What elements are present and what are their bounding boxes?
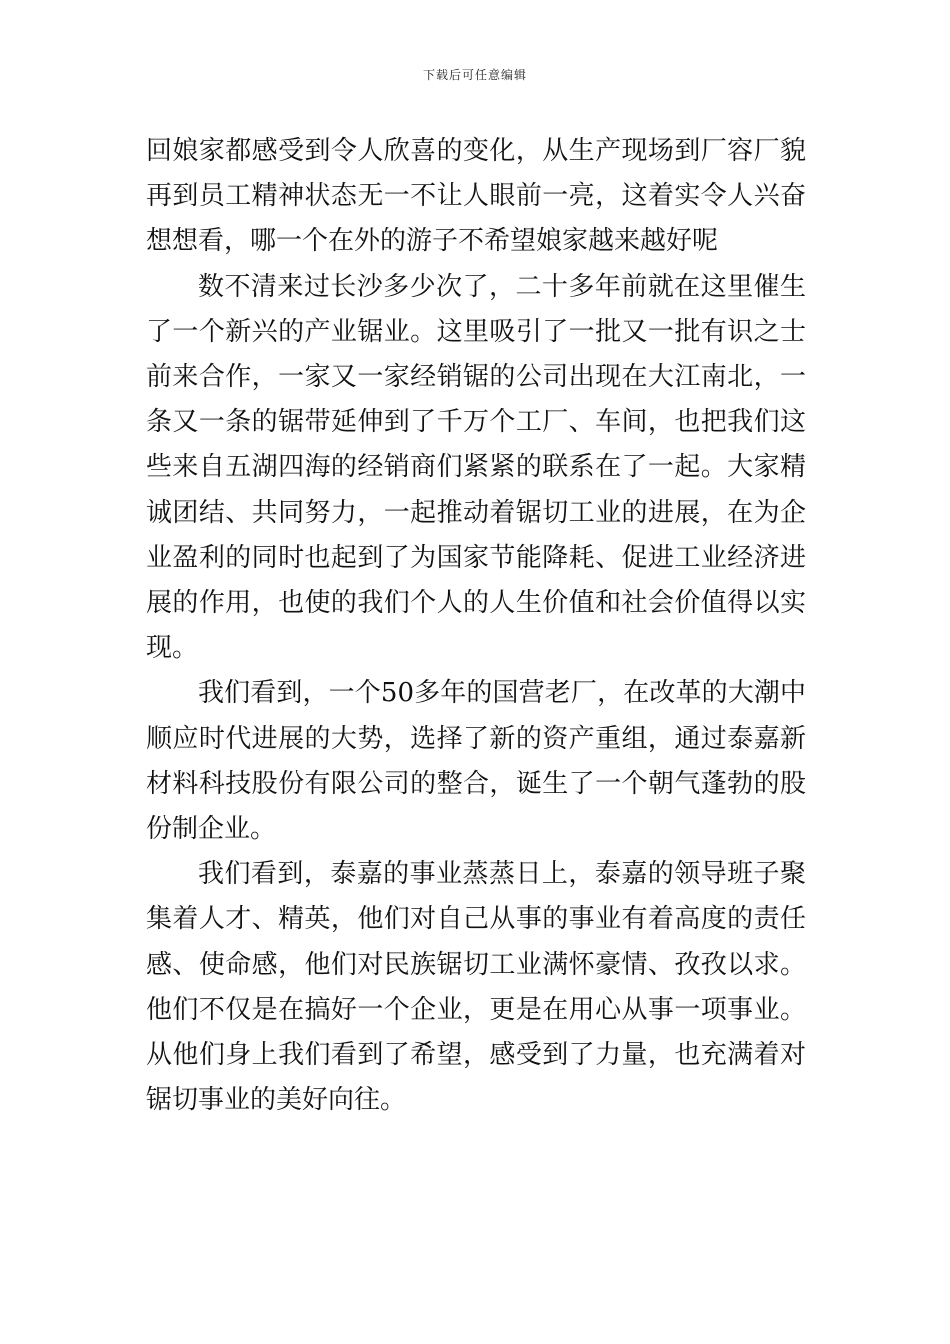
paragraph-state-factory: 我们看到，一个50多年的国营老厂，在改革的大潮中顺应时代进展的大势，选择了新的资产重组，通过泰嘉新材料科技股份有限公司的整合，诞生了一个朝气蓬勃的股份制企业。 — [146, 678, 806, 845]
page-header: 下载后可任意编辑 — [422, 68, 527, 82]
document-body — [146, 129, 806, 1123]
paragraph-continuation: 回娘家都感受到令人欣喜的变化，从生产现场到厂容厂貌再到员工精神状态无一不让人眼前一亮，这着实令人兴奋想想看，哪一个在外的游子不希望娘家越来越好呢 — [146, 136, 806, 257]
paragraph-changsha: 数不清来过长沙多少次了，二十多年前就在这里催生了一个新兴的产业锯业。这里吸引了一批又一批有识之士前来合作，一家又一家经销锯的公司出现在大江南北，一条又一条的锯带延伸到了千万个工厂、车间，也把我们这些来自五湖四海的经销商们紧紧的联系在了一起。大家精诚团结、共同努力，一起推动着锯切工业的进展，在为企业盈利的同时也起到了为国家节能降耗、促进工业经济进展的作用，也使的我们个人的人生价值和社会价值得以实现。 — [146, 271, 806, 664]
paragraph-taijia: 我们看到，泰嘉的事业蒸蒸日上，泰嘉的领导班子聚集着人才、精英，他们对自己从事的事业有着高度的责任感、使命感，他们对民族锯切工业满怀豪情、孜孜以求。他们不仅是在搞好一个企业，更是在用心从事一项事业。从他们身上我们看到了希望，感受到了力量，也充满着对锯切事业的美好向往。 — [146, 859, 806, 1116]
